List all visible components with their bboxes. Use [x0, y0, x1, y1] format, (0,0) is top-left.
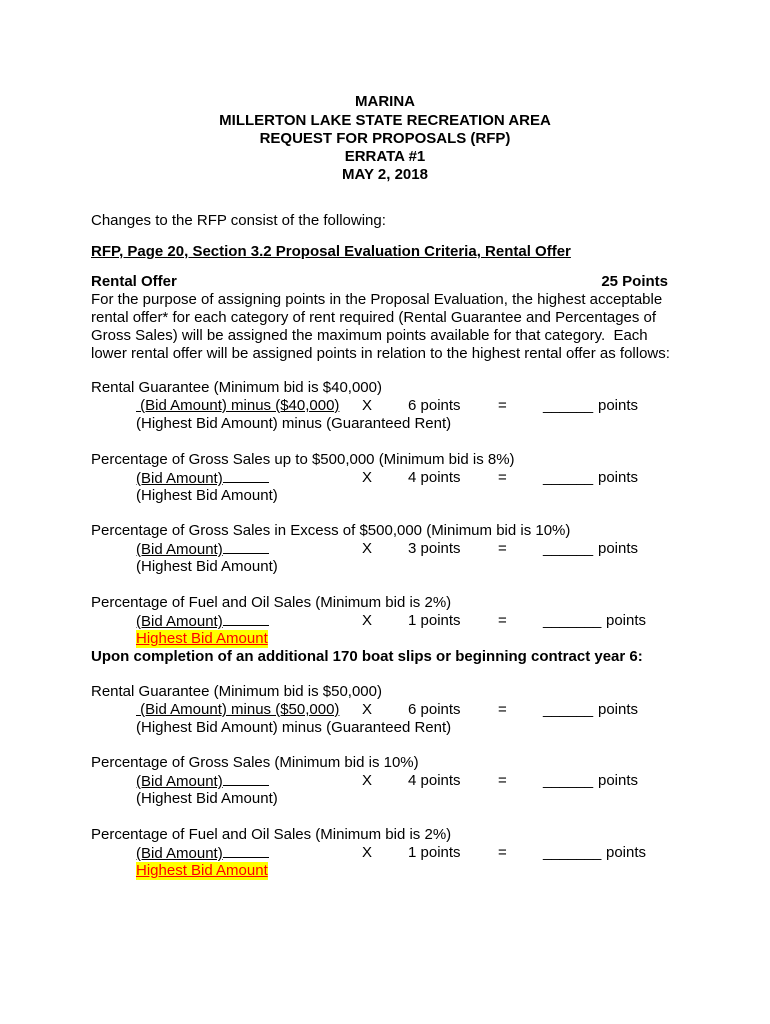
points-word: points — [598, 701, 639, 718]
formula-denominator: (Highest Bid Amount) — [136, 790, 278, 807]
equals-sign: = — [498, 540, 507, 557]
title-line-1: MARINA — [355, 93, 415, 110]
points-word: points — [598, 772, 639, 789]
formula-denominator: (Highest Bid Amount) minus (Guaranteed Rent) — [136, 719, 452, 736]
times-sign: X — [362, 772, 373, 789]
points-word: points — [598, 469, 639, 486]
points-blank: ______ — [543, 469, 594, 486]
points-blank: ______ — [543, 701, 594, 718]
formula-factor: 6 points — [408, 397, 461, 414]
points-blank: _______ — [543, 612, 602, 629]
times-sign: X — [362, 612, 373, 629]
formula-numerator: (Bid Amount) — [136, 772, 269, 791]
formula-title: Percentage of Fuel and Oil Sales (Minimum bid is 2%) — [91, 826, 452, 843]
formula-factor: 4 points — [408, 469, 461, 486]
formula-factor: 1 points — [408, 612, 461, 629]
equals-sign: = — [498, 701, 507, 718]
intro-text: Changes to the RFP consist of the following: — [91, 212, 386, 229]
formula-factor: 3 points — [408, 540, 461, 557]
formula-factor: 4 points — [408, 772, 461, 789]
formula-denominator-highlighted: Highest Bid Amount — [136, 862, 268, 879]
equals-sign: = — [498, 469, 507, 486]
points-blank: ______ — [543, 397, 594, 414]
formula-numerator: (Bid Amount) minus ($40,000) — [136, 397, 340, 414]
equals-sign: = — [498, 844, 507, 861]
title-line-3: REQUEST FOR PROPOSALS (RFP) — [259, 130, 511, 147]
points-word: points — [606, 844, 647, 861]
formula-factor: 6 points — [408, 701, 461, 718]
title-line-2: MILLERTON LAKE STATE RECREATION AREA — [219, 112, 551, 129]
times-sign: X — [362, 540, 373, 557]
times-sign: X — [362, 469, 373, 486]
section-heading: RFP, Page 20, Section 3.2 Proposal Evaluation Criteria, Rental Offer — [91, 243, 571, 260]
formula-numerator: (Bid Amount) — [136, 540, 269, 559]
formula-title: Percentage of Gross Sales in Excess of $500,000 (Minimum bid is 10%) — [91, 522, 571, 539]
formula-numerator: (Bid Amount) — [136, 469, 269, 488]
formula-title: Rental Guarantee (Minimum bid is $50,000) — [91, 683, 382, 700]
points-blank: ______ — [543, 540, 594, 557]
formula-numerator: (Bid Amount) — [136, 844, 269, 863]
block2-heading: Upon completion of an additional 170 boat slips or beginning contract year 6: — [91, 648, 643, 665]
rental-offer-label: Rental Offer — [91, 273, 177, 290]
points-blank: ______ — [543, 772, 594, 789]
equals-sign: = — [498, 397, 507, 414]
title-line-5: MAY 2, 2018 — [342, 166, 428, 183]
equals-sign: = — [498, 612, 507, 629]
formula-title: Percentage of Gross Sales (Minimum bid is 10%) — [91, 754, 419, 771]
formula-denominator: (Highest Bid Amount) minus (Guaranteed Rent) — [136, 415, 452, 432]
formula-factor: 1 points — [408, 844, 461, 861]
formula-title: Rental Guarantee (Minimum bid is $40,000) — [91, 379, 382, 396]
points-word: points — [606, 612, 647, 629]
paragraph-line: rental offer* for each category of rent required (Rental Guarantee and Percentages of — [91, 309, 657, 326]
formula-numerator: (Bid Amount) minus ($50,000) — [136, 701, 340, 718]
times-sign: X — [362, 844, 373, 861]
formula-numerator: (Bid Amount) — [136, 612, 269, 631]
formula-title: Percentage of Gross Sales up to $500,000 (Minimum bid is 8%) — [91, 451, 515, 468]
points-word: points — [598, 540, 639, 557]
points-word: points — [598, 397, 639, 414]
equals-sign: = — [498, 772, 507, 789]
paragraph-line: lower rental offer will be assigned points in relation to the highest rental offer as follows: — [91, 345, 670, 362]
title-line-4: ERRATA #1 — [344, 148, 426, 165]
formula-denominator: (Highest Bid Amount) — [136, 487, 278, 504]
rental-offer-points: 25 Points — [601, 273, 668, 290]
formula-denominator-highlighted: Highest Bid Amount — [136, 630, 268, 647]
times-sign: X — [362, 701, 373, 718]
paragraph-line: For the purpose of assigning points in the Proposal Evaluation, the highest acceptable — [91, 291, 663, 308]
formula-denominator: (Highest Bid Amount) — [136, 558, 278, 575]
paragraph-line: Gross Sales) will be assigned the maximum points available for that category. Each — [91, 327, 648, 344]
times-sign: X — [362, 397, 373, 414]
formula-title: Percentage of Fuel and Oil Sales (Minimum bid is 2%) — [91, 594, 452, 611]
points-blank: _______ — [543, 844, 602, 861]
